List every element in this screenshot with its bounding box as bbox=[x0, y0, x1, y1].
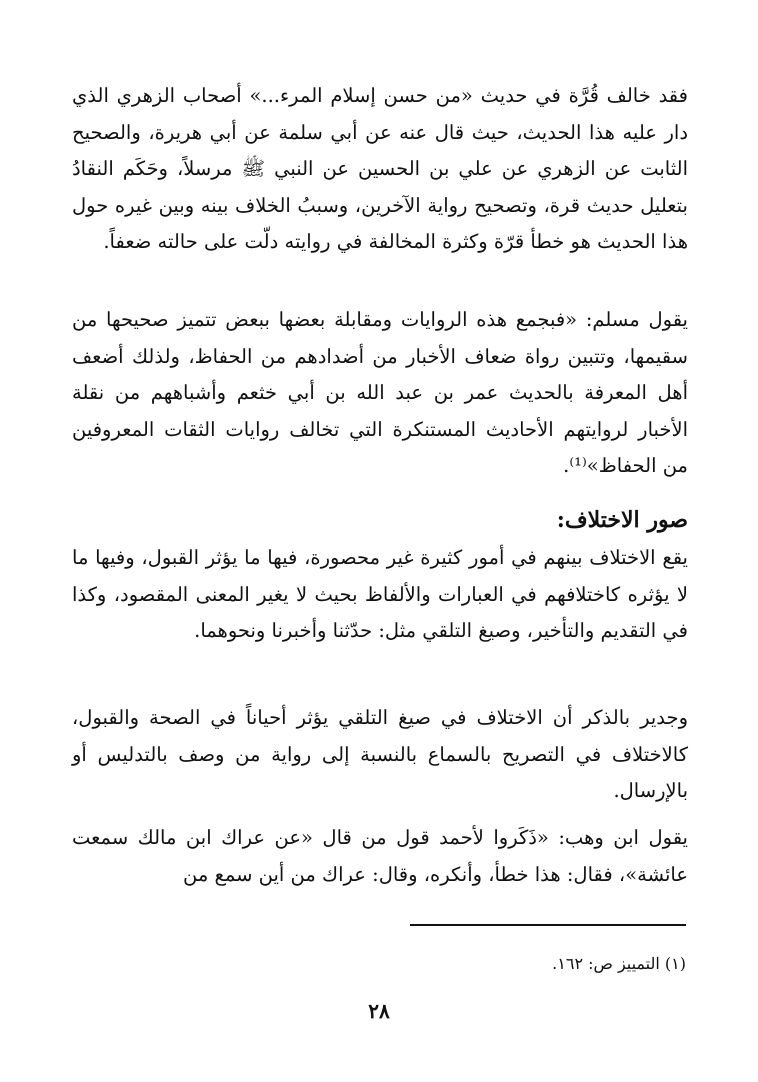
paragraph-muslim-quote: يقول مسلم: «فبجمع هذه الروايات ومقابلة بعضها ببعض تتميز صحيحها من سقيمها، وتتبين رواة ضعاف الأخبار من أضدادهم من الحفاظ، ولذلك أضعف أهل المعرفة بالحديث عمر بن عبد الله بن أبي خثعم وأشباههم من نقلة الأخبار لروايتهم الأحاديث المستنكرة التي تخالف روايات الثقات المعروفين من الحفاظ»⁽¹⁾. bbox=[72, 308, 688, 478]
paragraph-qurra-hadith: فقد خالف قُرَّة في حديث «من حسن إسلام المرء...» أصحاب الزهري الذي دار عليه هذا الحديث، حيث قال عنه عن أبي سلمة عن أبي هريرة، والصحيح الثابت عن الزهري عن علي بن الحسين عن النبي ﷺ مرسلاً، وحَكَم النقادُ بتعليل حديث قرة، وتصحيح رواية الآخرين، وسببُ الخلاف بينه وبين غيره حول هذا الحديث هو خطأ قرّة وكثرة المخالفة في روايته دلّت على حالته ضعفاً. bbox=[72, 84, 688, 254]
page-number: ٢٨ bbox=[368, 999, 390, 1023]
section-heading: صور الاختلاف: bbox=[556, 507, 688, 533]
footnote: (١) التمييز ص: ١٦٢. bbox=[552, 954, 686, 973]
paragraph-disagreement-forms: يقع الاختلاف بينهم في أمور كثيرة غير محصورة، فيها ما يؤثر القبول، وفيها ما لا يؤثره كاختلافهم في العبارات والألفاظ بحيث لا يغير المعنى المقصود، وكذا في التقديم والتأخير، وصيغ التلقي مثل: حدّثنا وأخبرنا ونحوهما. bbox=[72, 546, 688, 643]
footnote-divider bbox=[410, 924, 686, 926]
paragraph-ibn-wahb-quote: يقول ابن وهب: «ذَكَروا لأحمد قول من قال «عن عراك ابن مالك سمعت عائشة»، فقال: هذا خطأ، وأنكره، وقال: عراك من أين سمع من bbox=[72, 826, 688, 886]
paragraph-transmission-formulas: وجدير بالذكر أن الاختلاف في صيغ التلقي يؤثر أحياناً في الصحة والقبول، كالاختلاف في التصريح بالسماع بالنسبة إلى رواية من وصف بالتدليس أو بالإرسال. bbox=[72, 706, 688, 803]
